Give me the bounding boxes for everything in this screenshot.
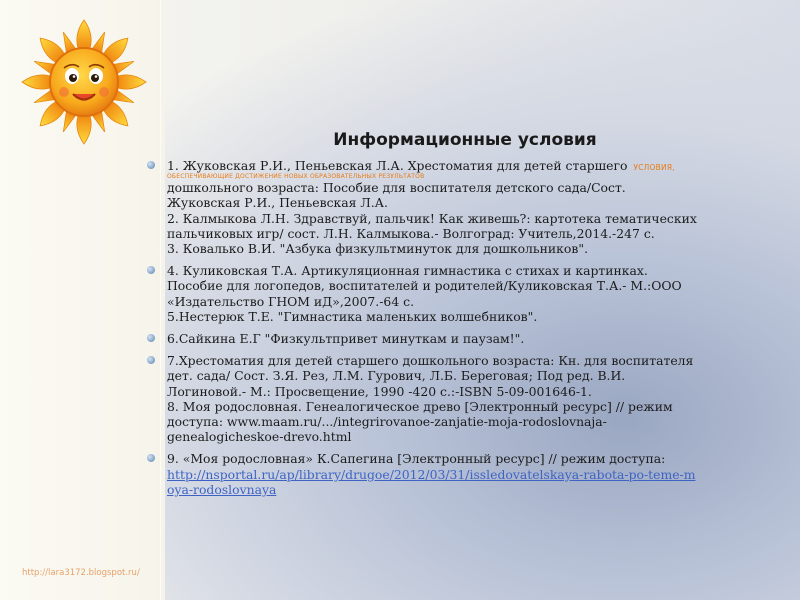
list-item-line: Жуковская Р.И., Пеньевская Л.А.: [167, 195, 388, 211]
reference-link[interactable]: http://nsportal.ru/ap/library/drugoe/2012/03/31/issledovatelskaya-rabota-po-teme-m: [167, 466, 696, 482]
list-item: [145, 451, 785, 497]
bullet-icon: [147, 266, 155, 274]
list-item-line: «Издательство ГНОМ иД»,2007.-64 с.: [167, 293, 415, 309]
list-item-line: 4. Куликовская Т.А. Артикуляционная гимнастика с стихах и картинках.: [167, 263, 648, 279]
list-item-line: Пособие для логопедов, воспитателей и родителей/Куликовская Т.А.- М.:ООО: [167, 278, 682, 294]
list-item-line: Логиновой.- М.: Просвещение, 1990 -420 с.:-ISBN 5-09-001646-1.: [167, 383, 592, 399]
sun-icon: [18, 12, 150, 152]
list-item-line: 7.Хрестоматия для детей старшего дошкольного возраста: Кн. для воспитателя: [167, 353, 694, 369]
overlay-line: ОБЕСПЕЧИВАЮЩИЕ ДОСТИЖЕНИЕ НОВЫХ ОБРАЗОВАТЕЛЬНЫХ РЕЗУЛЬТАТОВ: [167, 173, 425, 181]
list-item: [145, 263, 785, 324]
bullet-icon: [147, 334, 155, 342]
list-item-line: 1. Жуковская Р.И., Пеньевская Л.А. Хрестоматия для детей старшего УСЛОВИЯ,: [167, 158, 675, 173]
overlay-word: УСЛОВИЯ,: [633, 163, 675, 172]
sun-ray: [22, 75, 50, 89]
list-item-line: пальчиковых игр/ сост. Л.Н. Калмыкова.- Волгоград: Учитель,2014.-247 с.: [167, 225, 655, 241]
bullet-icon: [147, 356, 155, 364]
bullet-icon: [147, 161, 155, 169]
list-item-line: дет. сада/ Сост. З.Я. Рез, Л.М. Гурович, Л.Б. Береговая; Под ред. В.И.: [167, 368, 626, 384]
list-item-line: 2. Калмыкова Л.Н. Здравствуй, пальчик! Как живешь?: картотека тематических: [167, 210, 697, 226]
list-item-line: дошкольного возраста: Пособие для воспитателя детского сада/Сост.: [167, 180, 626, 196]
list-item-line: 8. Моя родословная. Генеалогическое древо [Электронный ресурс] // режим: [167, 398, 673, 414]
list-item: [145, 331, 785, 346]
list-item-line: 9. «Моя родословная» К.Сапегина [Электронный ресурс] // режим доступа:: [167, 451, 666, 467]
footer-url[interactable]: http://lara3172.blogspot.ru/: [22, 568, 140, 578]
list-item-line: genealogicheskoe-drevo.html: [167, 429, 352, 445]
reference-link[interactable]: oya-rodoslovnaya: [167, 481, 277, 497]
sun-ray: [77, 20, 91, 48]
list-item: [145, 158, 785, 256]
sun-ray: [77, 116, 91, 144]
list-item-line: 5.Нестерюк Т.Е. "Гимнастика маленьких волшебников".: [167, 308, 538, 324]
list-item: [145, 353, 785, 444]
bullet-icon: [147, 454, 155, 462]
reference-list: [145, 158, 785, 504]
page-title: Информационные условия: [333, 130, 597, 150]
list-item-line: 6.Сайкина Е.Г "Физкультпривет минуткам и паузам!".: [167, 331, 525, 347]
sun-ray: [118, 75, 146, 89]
list-item-line: 3. Ковалько В.И. "Азбука физкультминуток для дошкольников".: [167, 241, 589, 257]
list-item-line: доступа: www.maam.ru/.../integrirovanoe-zanjatie-moja-rodoslovnaja-: [167, 414, 607, 430]
